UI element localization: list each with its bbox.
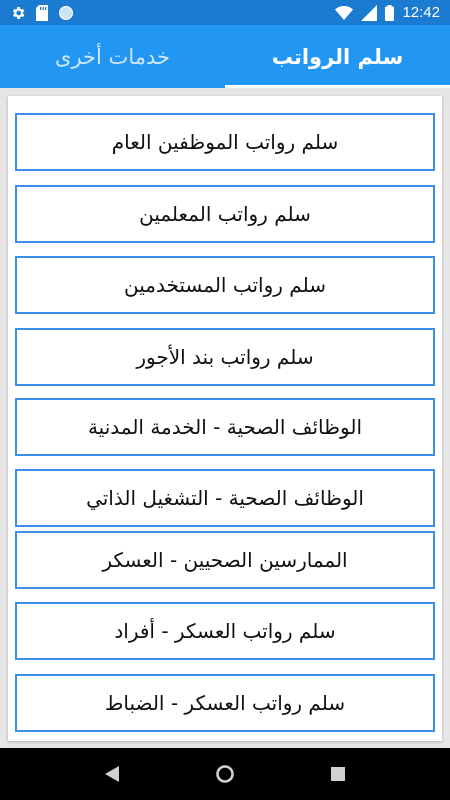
status-right-icons — [335, 4, 440, 21]
menu-item-health-self-operation[interactable] — [15, 469, 435, 527]
menu-item-label: سلم رواتب الموظفين العام — [111, 130, 339, 154]
recents-icon[interactable] — [323, 759, 353, 789]
tab-label: خدمات أخرى — [55, 44, 170, 69]
tab-bar — [0, 25, 450, 88]
status-time: 12:42 — [402, 4, 440, 21]
status-left-icons — [10, 5, 74, 21]
sd-card-icon — [36, 5, 48, 21]
tab-other-services[interactable] — [0, 25, 225, 88]
menu-item-label: الوظائف الصحية - التشغيل الذاتي — [86, 486, 364, 510]
signal-icon — [361, 5, 377, 21]
menu-item-military-individuals[interactable] — [15, 602, 435, 660]
status-bar — [0, 0, 450, 25]
menu-item-label: الوظائف الصحية - الخدمة المدنية — [87, 415, 363, 439]
menu-item-label: سلم رواتب العسكر - الضباط — [104, 691, 346, 715]
gear-icon — [10, 5, 26, 21]
tab-label: سلم الرواتب — [271, 44, 404, 69]
menu-item-label: الممارسين الصحيين - العسكر — [102, 548, 348, 572]
menu-item-general-employees[interactable] — [15, 113, 435, 171]
menu-item-health-civil-service[interactable] — [15, 398, 435, 456]
wifi-icon — [335, 6, 353, 20]
navigation-bar — [0, 748, 450, 800]
menu-item-military-officers[interactable] — [15, 674, 435, 732]
menu-item-label: سلم رواتب العسكر - أفراد — [114, 619, 336, 643]
menu-item-health-practitioners-military[interactable] — [15, 531, 435, 589]
circle-icon — [58, 5, 74, 21]
content-card — [8, 96, 442, 741]
menu-item-users[interactable] — [15, 256, 435, 314]
menu-item-label: سلم رواتب بند الأجور — [136, 345, 314, 369]
battery-icon — [385, 5, 394, 21]
menu-item-wages-band[interactable] — [15, 328, 435, 386]
menu-item-label: سلم رواتب المعلمين — [139, 202, 311, 226]
menu-item-label: سلم رواتب المستخدمين — [124, 273, 326, 297]
back-icon[interactable] — [97, 759, 127, 789]
home-icon[interactable] — [210, 759, 240, 789]
menu-item-teachers[interactable] — [15, 185, 435, 243]
tab-salary-scale[interactable] — [225, 25, 450, 88]
